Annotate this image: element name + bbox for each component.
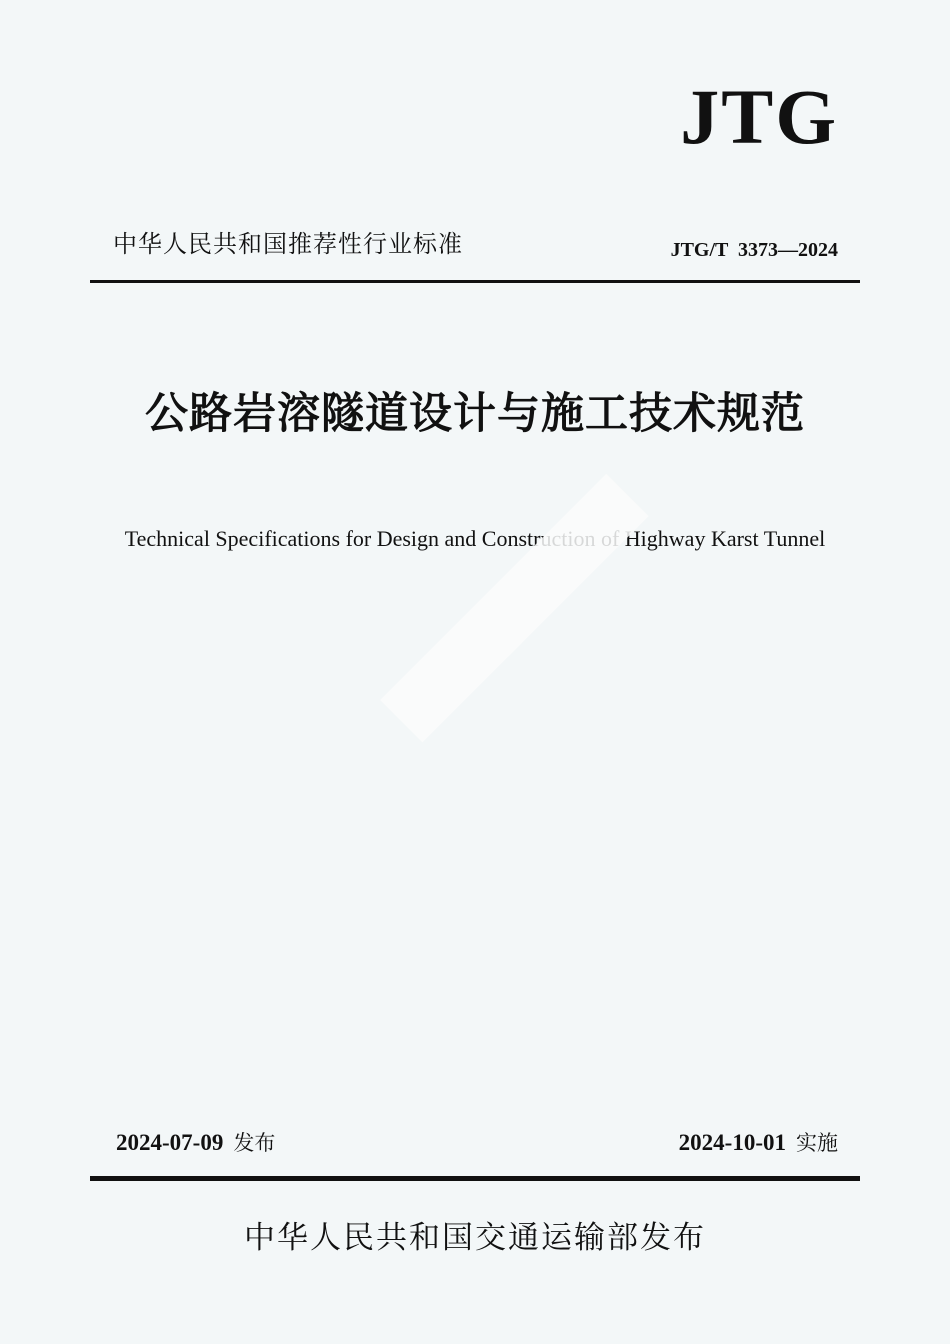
- issue-date-block: [116, 1131, 275, 1155]
- implement-date-block: [679, 1131, 838, 1155]
- title-chinese: 公路岩溶隧道设计与施工技术规范: [145, 389, 805, 439]
- standard-number: JTG/T 3373—2024: [670, 239, 838, 261]
- standard-category: 中华人民共和国推荐性行业标准: [113, 230, 463, 258]
- watermark: [380, 474, 649, 743]
- issue-date: 2024-07-09: [116, 1130, 224, 1155]
- publisher: 中华人民共和国交通运输部发布: [244, 1220, 706, 1256]
- top-divider: [90, 280, 860, 283]
- implement-date: 2024-10-01: [678, 1130, 786, 1155]
- bottom-divider: [90, 1176, 860, 1181]
- issue-label: 发布: [233, 1131, 276, 1155]
- jtg-logo: JTG: [680, 73, 838, 160]
- title-english: Technical Specifications for Design and Construction of Highway Karst Tunnel: [124, 526, 826, 551]
- implement-label: 实施: [796, 1131, 838, 1155]
